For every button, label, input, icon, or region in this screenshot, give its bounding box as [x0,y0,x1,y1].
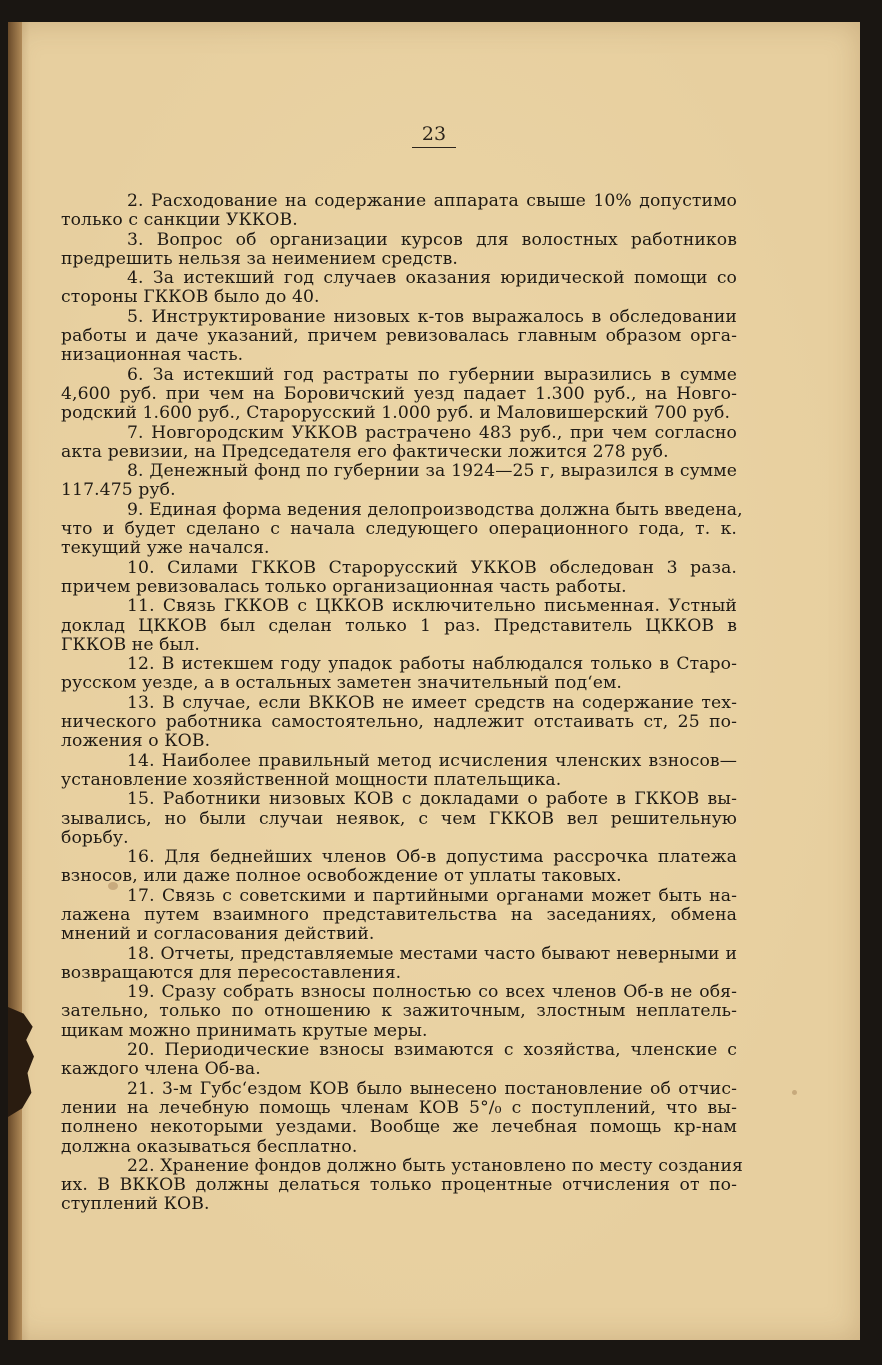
paragraph-7 [61,424,737,463]
page-number [8,123,860,148]
text-line: ступлений КОВ. [61,1194,210,1215]
text-line: борьбу. [61,827,129,848]
paragraph-21 [61,1080,737,1157]
text-line: 11. Связь ГККОВ с ЦККОВ исключительно письменная. Устный [127,596,737,617]
text-line: 4. За истекший год случаев оказания юридической помощи со [127,268,737,289]
paragraph-3 [61,231,737,270]
text-line: взносов, или даже полное освобождение от уплаты таковых. [61,866,622,887]
paragraph-15 [61,790,737,848]
text-line: 7. Новгородским УККОВ растрачено 483 руб., при чем согласно [127,422,737,443]
paragraph-22 [61,1155,743,1215]
paragraph-6 [61,366,737,424]
text-line: 2. Расходование на содержание аппарата свыше 10% допустимо [127,191,737,211]
paragraph-20 [61,1041,737,1080]
text-line: 117.475 руб. [61,480,176,501]
text-line: 16. Для беднейших членов Об-в допустима рассрочка платежа [127,847,737,868]
text-line: 18. Отчеты, представляемые местами часто бывают неверными и [127,943,737,964]
text-line: 6. За истекший год растраты по губернии выразились в сумме [127,364,737,385]
text-line: 12. В истекшем году упадок работы наблюдался только в Старо- [127,654,737,675]
text-line: работы и даче указаний, причем ревизовалась главным образом орга- [61,326,737,347]
paragraph-16 [61,848,737,887]
text-line: только с санкции УККОВ. [61,210,298,231]
paragraph-12 [61,655,737,694]
text-line: 21. 3-м Губс‘ездом КОВ было вынесено постановление об отчис- [127,1078,737,1099]
text-line: 15. Работники низовых КОВ с докладами о работе в ГККОВ вы- [127,789,737,810]
text-line: 19. Сразу собрать взносы полностью со всех членов Об-в не обя- [127,982,737,1003]
text-line: акта ревизии, на Председателя его фактически ложится 278 руб. [61,441,669,462]
text-line: 17. Связь с советскими и партийными органами может быть на- [127,885,737,906]
paragraph-9 [61,499,743,559]
text-line: 5. Инструктирование низовых к-тов выражалось в обследовании [127,306,737,327]
text-line: нического работника самостоятельно, надлежит отстаивать ст, 25 по- [61,712,737,733]
text-line: 22. Хранение фондов должно быть установлено по месту создания [127,1155,743,1176]
paragraph-18 [61,945,737,984]
paragraph-8 [61,462,737,501]
text-line: причем ревизовалась только организационная часть работы. [61,576,627,597]
torn-edge [8,1007,34,1117]
text-line: родский 1.600 руб., Старорусский 1.000 руб. и Маловишерский 700 руб. [61,403,731,424]
paragraph-11 [61,597,737,655]
paper-stain [792,1090,797,1095]
text-line: мнений и согласования действий. [61,924,375,945]
text-line: текущий уже начался. [61,538,270,559]
paragraph-10 [61,559,737,598]
paragraph-17 [61,887,737,945]
text-line: зывались, но были случаи неявок, с чем ГККОВ вел решительную [61,808,737,829]
text-line: зательно, только по отношению к зажиточным, злостным неплатель- [61,1001,737,1022]
text-line: 9. Единая форма ведения делопроизводства должна быть введена, [127,499,743,520]
paragraph-4 [61,269,737,308]
text-line: полнено некоторыми уездами. Вообще же лечебная помощь кр-нам [61,1117,737,1138]
paragraph-5 [61,308,737,366]
document-page [8,22,860,1340]
text-line: 20. Периодические взносы взимаются с хозяйства, членские с [127,1040,737,1061]
paragraph-13 [61,694,737,752]
text-line: щикам можно принимать крутые меры. [61,1020,428,1041]
text-line: ложения о КОВ. [61,731,211,752]
text-line: 4,600 руб. при чем на Боровичский уезд падает 1.300 руб., на Новго- [61,383,737,404]
document-body [61,191,743,1215]
text-line: лении на лечебную помощь членам КОВ 5°/₀ с поступлений, что вы- [61,1097,737,1118]
text-line: русском уезде, а в остальных заметен значительный под‘ем. [61,673,622,694]
text-line: лажена путем взаимного представительства на заседаниях, обмена [61,904,737,925]
text-line: ГККОВ не был. [61,634,200,655]
text-line: 13. В случае, если ВККОВ не имеет средств на содержание тех- [127,692,737,713]
text-line: 3. Вопрос об организации курсов для волостных работников [127,229,737,250]
paragraph-2 [61,192,737,231]
text-line: 8. Денежный фонд по губернии за 1924—25 г, выразился в сумме [127,461,737,482]
text-line: 10. Силами ГККОВ Старорусский УККОВ обследован 3 раза. [127,557,737,578]
book-binding [8,22,22,1340]
text-line: должна оказываться бесплатно. [61,1136,358,1157]
text-line: установление хозяйственной мощности плательщика. [61,769,562,790]
text-line: каждого члена Об-ва. [61,1059,261,1080]
text-line: возвращаются для пересоставления. [61,962,402,983]
paragraph-19 [61,983,737,1041]
text-line: 14. Наиболее правильный метод исчисления членских взносов— [127,750,737,771]
text-line: предрешить нельзя за неимением средств. [61,248,458,269]
text-line: что и будет сделано с начала следующего операционного года, т. к. [61,519,737,540]
text-line: стороны ГККОВ было до 40. [61,287,320,308]
paragraph-14 [61,752,737,791]
page-number-text: 23 [412,123,456,148]
text-line: их. В ВККОВ должны делаться только процентные отчисления от по- [61,1175,737,1196]
text-line: низационная часть. [61,345,244,366]
text-line: доклад ЦККОВ был сделан только 1 раз. Представитель ЦККОВ в [61,615,737,636]
